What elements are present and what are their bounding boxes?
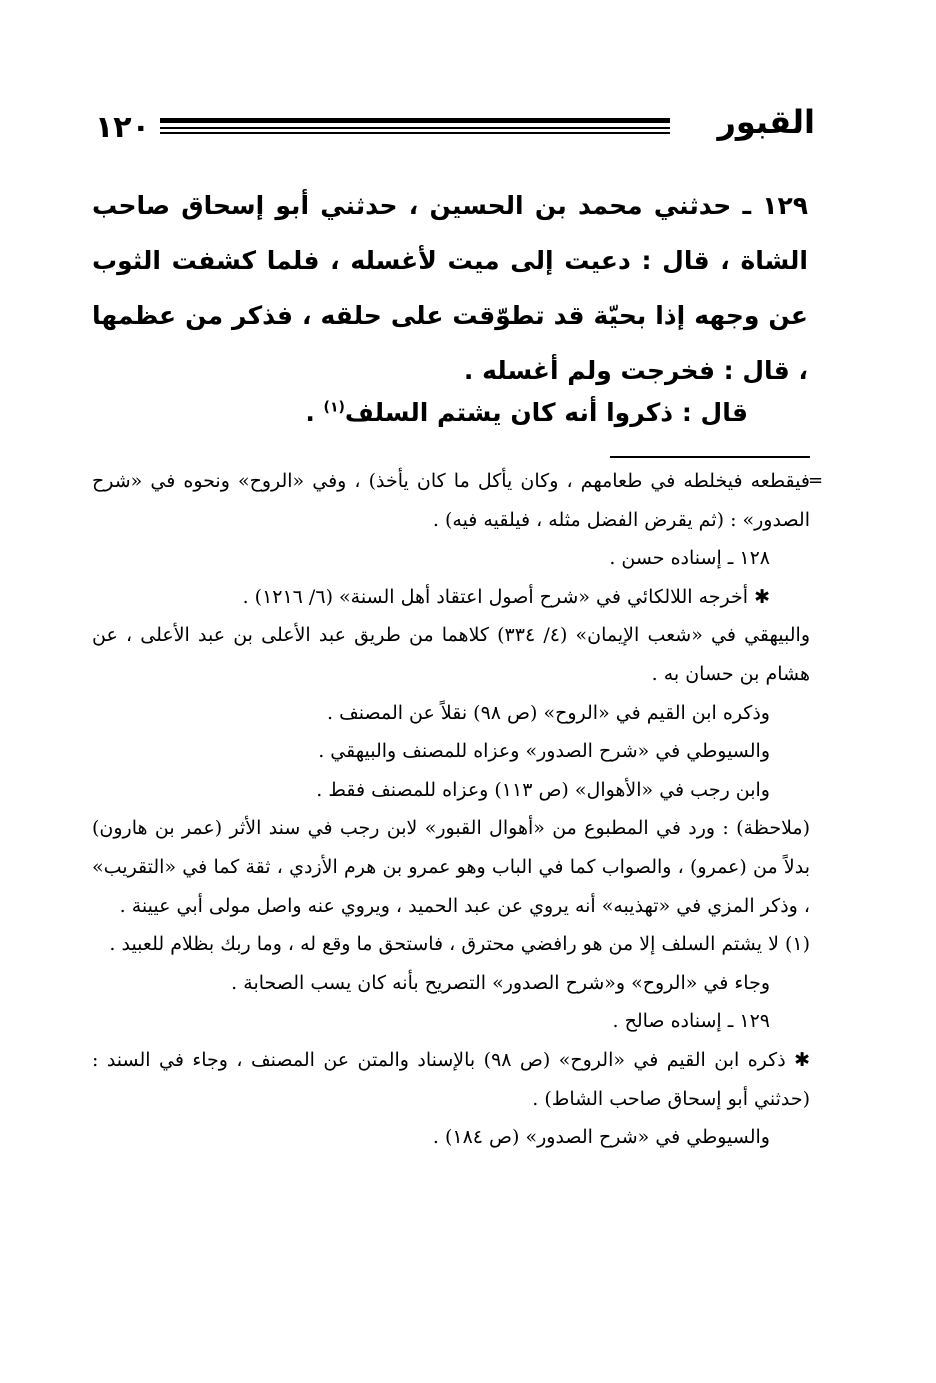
footnote-line: وذكره ابن القيم في «الروح» (ص ٩٨) نقلاً عن المصنف . [327, 701, 770, 724]
footnote-line: ✱ ذكره ابن القيم في «الروح» (ص ٩٨) بالإسناد والمتن عن المصنف ، وجاء في السند : (حدثني أبو إسحاق صاحب الشاط) . [92, 1048, 810, 1110]
footnote-line: وجاء في «الروح» و«شرح الصدور» التصريح بأنه كان يسب الصحابة . [231, 971, 770, 994]
quote-end: . [305, 398, 324, 427]
header-rule [160, 116, 670, 136]
footnote-line: والبيهقي في «شعب الإيمان» (٤/ ٣٣٤) كلاهما من طريق عبد الأعلى بن عبد الأعلى ، عن هشام بن حسان به . [92, 624, 810, 685]
main-quote [92, 388, 748, 438]
footnotes [92, 462, 810, 1157]
footnote-line: والسيوطي في «شرح الصدور» وعزاه للمصنف والبيهقي . [318, 740, 770, 763]
footnote-line: وابن رجب في «الأهوال» (ص ١١٣) وعزاه للمصنف فقط . [316, 778, 770, 801]
page-header [95, 100, 815, 160]
footnote-line: (١) لا يشتم السلف إلا من هو رافضي محترق ، فاستحق ما وقع له ، وما ربك بظلام للعبيد . [109, 933, 810, 956]
main-paragraph: ١٢٩ ـ حدثني محمد بن الحسين ، حدثني أبو إسحاق صاحب الشاة ، قال : دعيت إلى ميت لأغسله ، فلما كشفت الثوب عن وجهه إذا بحيّة قد تطوّقت على حلقه ، فذكر من عظمها ، قال : فخرجت ولم أغسله . [92, 191, 808, 385]
running-title: القبور [717, 103, 815, 141]
page-number: ١٢٠ [95, 110, 150, 145]
footnote-line: ✱ أخرجه اللالكائي في «شرح أصول اعتقاد أهل السنة» (٦/ ١٢١٦) . [242, 585, 770, 608]
quote-text: قال : ذكروا أنه كان يشتم السلف [344, 398, 748, 427]
continuation-mark: = [808, 470, 824, 491]
footnote-line: ١٢٨ ـ إسناده حسن . [609, 547, 770, 570]
footnote-line: ١٢٩ ـ إسناده صالح . [612, 1010, 770, 1033]
footnote-reference: (١) [323, 399, 345, 416]
footnote-line: فيقطعه فيخلطه في طعامهم ، وكان يأكل ما كان يأخذ) ، وفي «الروح» ونحوه في «شرح الصدور» : (ثم يقرض الفضل مثله ، فيلقيه فيه) . [92, 470, 810, 531]
footnote-line: (ملاحظة) : ورد في المطبوع من «أهوال القبور» لابن رجب في سند الأثر (عمر بن هارون) بدلاً من (عمرو) ، والصواب كما في الباب وهو عمرو بن هرم الأزدي ، ثقة كما في «التقريب» ، وذكر المزي في «تهذيبه» أنه يروي عن عبد الحميد ، ويروي عنه واصل مولى أبي عيينة . [92, 817, 810, 917]
footnote-line: والسيوطي في «شرح الصدور» (ص ١٨٤) . [432, 1126, 770, 1149]
footnote-separator [610, 456, 810, 458]
main-text [92, 178, 808, 398]
